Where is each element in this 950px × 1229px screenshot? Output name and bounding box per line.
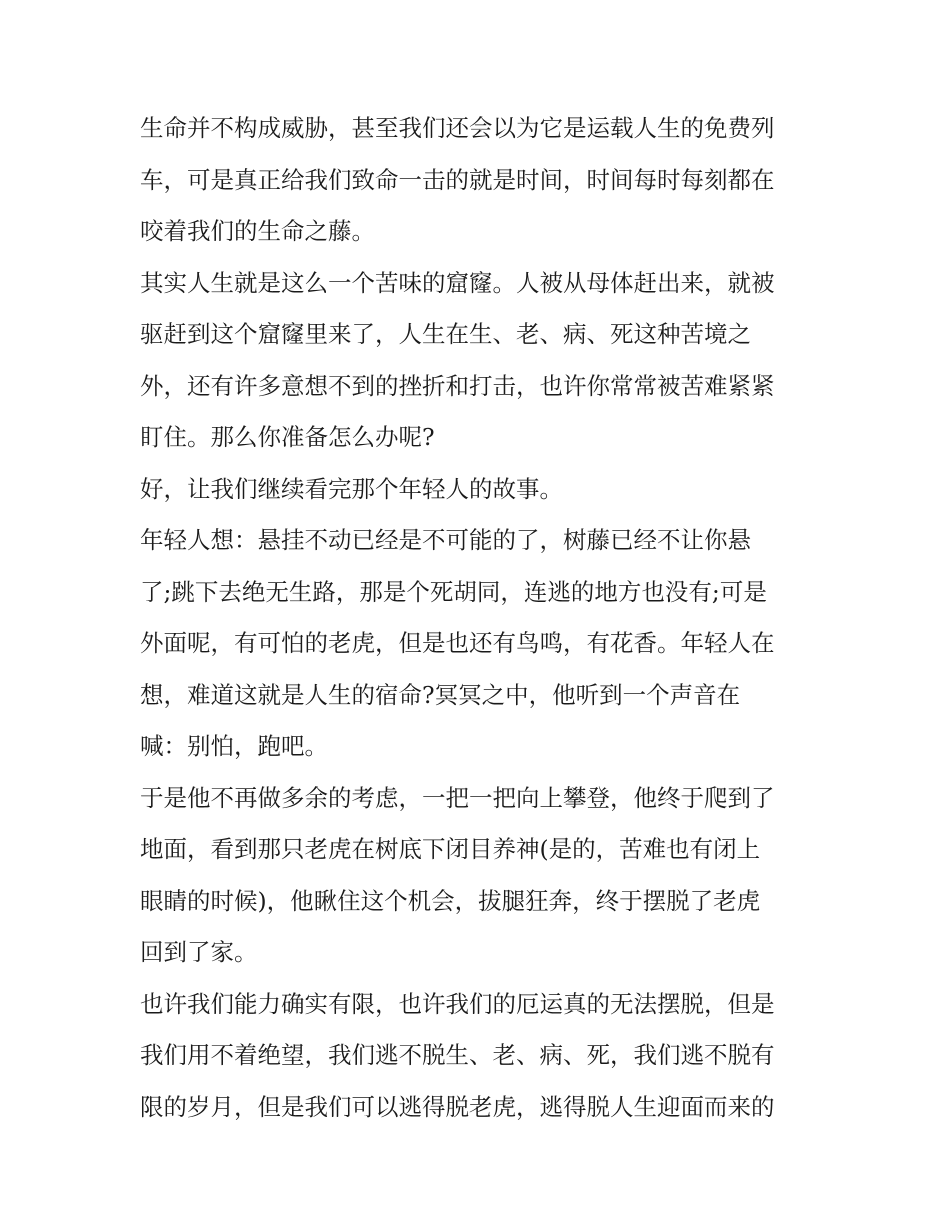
text-line: 外，还有许多意想不到的挫折和打击，也许你常常被苦难紧紧	[140, 371, 775, 400]
text-line: 车，可是真正给我们致命一击的就是时间，时间每时每刻都在	[140, 165, 775, 194]
text-line: 年轻人想：悬挂不动已经是不可能的了，树藤已经不让你悬	[140, 526, 751, 554]
text-line: 我们用不着绝望，我们逃不脱生、老、病、死，我们逃不脱有	[140, 1041, 775, 1069]
text-line: 了;跳下去绝无生路，那是个死胡同，连逃的地方也没有;可是	[140, 577, 767, 606]
text-line: 好，让我们继续看完那个年轻人的故事。	[140, 474, 563, 503]
text-line: 喊：别怕，跑吧。	[140, 732, 328, 760]
text-line: 外面呢，有可怕的老虎，但是也还有鸟鸣，有花香。年轻人在	[140, 629, 775, 657]
body-text	[140, 103, 820, 1133]
text-line: 其实人生就是这么一个苦味的窟窿。人被从母体赶出来，就被	[140, 268, 775, 297]
text-line: 也许我们能力确实有限，也许我们的厄运真的无法摆脱，但是	[140, 989, 775, 1018]
text-line: 盯住。那么你准备怎么办呢?	[140, 423, 435, 451]
text-line: 咬着我们的生命之藤。	[140, 217, 375, 245]
text-line: 地面，看到那只老虎在树底下闭目养神(是的，苦难也有闭上	[140, 835, 761, 863]
text-line: 驱赶到这个窟窿里来了，人生在生、老、病、死这种苦境之	[140, 320, 751, 348]
text-line: 眼睛的时候)，他瞅住这个机会，拔腿狂奔，终于摆脱了老虎	[140, 886, 761, 915]
text-line: 想，难道这就是人生的宿命?冥冥之中，他听到一个声音在	[140, 680, 741, 709]
text-line: 限的岁月，但是我们可以逃得脱老虎，逃得脱人生迎面而来的	[140, 1092, 775, 1121]
text-line: 回到了家。	[140, 938, 258, 966]
text-line: 于是他不再做多余的考虑，一把一把向上攀登，他终于爬到了	[140, 783, 775, 812]
text-line: 生命并不构成威胁，甚至我们还会以为它是运载人生的免费列	[140, 114, 775, 142]
